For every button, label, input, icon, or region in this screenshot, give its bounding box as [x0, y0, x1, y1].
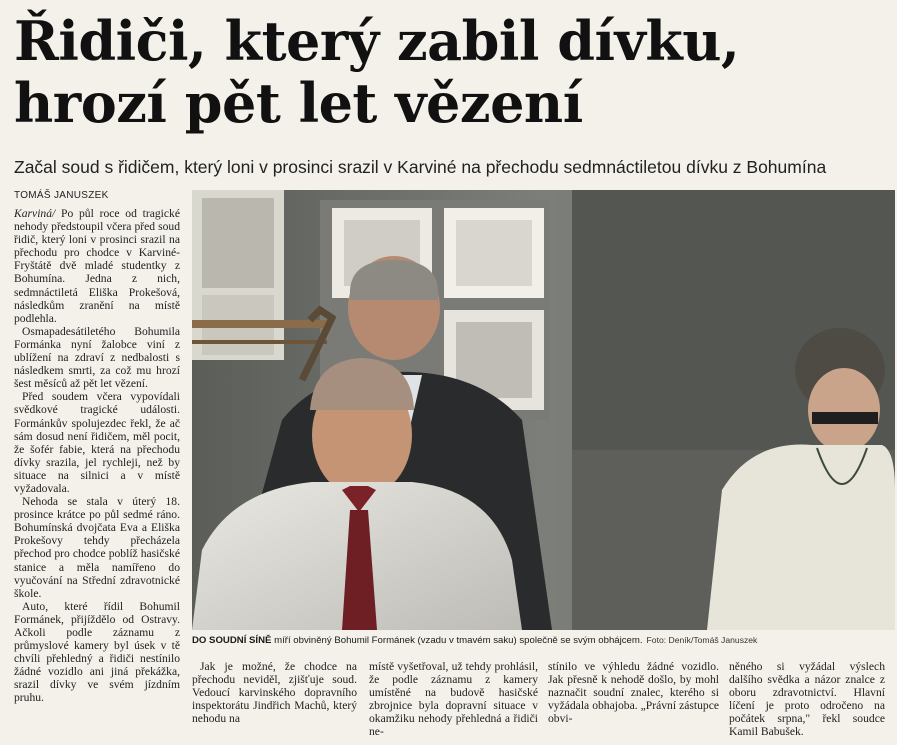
photo-caption	[192, 633, 895, 653]
headline	[14, 10, 884, 134]
subheadline: Začal soud s řidičem, který loni v prosinci srazil v Karviné na přechodu sedmnáctiletou dívku z Bohumína	[14, 157, 827, 177]
headline-line-2: hrozí pět let vězení	[14, 71, 583, 135]
court-photo-illustration	[192, 190, 895, 630]
paragraph: Nehoda se stala v úterý 18. prosince krátce po půl sedmé ráno. Bohumínská dvojčata Eva a Eliška Prokešovy tehdy přecházela přechod pro chodce poblíž hasičské stanice a měla namířeno do vyučování na Střední zdravotnické škole.	[14, 495, 180, 600]
paragraph: Jak je možné, že chodce na přechodu neviděl, zjišťuje soud. Vedoucí karvinského dopravního inspektorátu Jindřich Machů, který nehodu na	[192, 660, 357, 726]
paragraph: stínilo ve výhledu žádné vozidlo. Jak přesně k nehodě došlo, by mohl naznačit soudní znalec, kterého si vyžádala obhajoba. „Právní zástupce obvi-	[548, 660, 719, 726]
paragraph	[14, 207, 180, 325]
paragraph: místě vyšetřoval, už tehdy prohlásil, že podle záznamu z kamery umístěné na budově hasičské zbrojnice byla dopravní situace v okamžiku nehody přehledná a řidiči ne-	[369, 660, 538, 739]
paragraph: Auto, které řídil Bohumil Formánek, přijíždělo od Ostravy. Ačkoli podle záznamu z průmyslové kamery byl úsek v tě chvíli přehledný a řidiči nestínilo žádné vozidlo ani jiná překážka, srazil dívky ve svém jízdním pruhu.	[14, 599, 180, 705]
article-column-bottom-4	[729, 660, 885, 742]
photo-credit: Foto: Deník/Tomáš Januszek	[646, 635, 758, 645]
article-column-bottom-3	[548, 660, 719, 742]
paragraph-text: Po půl roce od tragické nehody předstoupil včera před soud řidič, který loni v prosinci srazil na přechodu pro chodce v Karviné-Fryštátě dvě mladé studentky z Bohumína. Jedna z nich, sedmnáctiletá Eliška Prokešová, následkům zranění na místě podlehla.	[14, 207, 180, 325]
article-column-bottom-2	[369, 660, 538, 742]
byline: TOMÁŠ JANUSZEK	[14, 190, 109, 201]
article-column-left	[14, 207, 180, 742]
caption-text: míří obviněný Bohumil Formánek (vzadu v tmavém saku) společně se svým obhájcem.	[271, 635, 643, 646]
article-column-bottom-1	[192, 660, 357, 742]
court-photo	[192, 190, 895, 630]
paragraph: Osmapadesátiletého Bohumila Formánka nyní žalobce viní z ublížení na zdraví z nedbalosti s následkem smrti, za což mu hrozí šest měsíců až pět let vězení.	[14, 324, 180, 391]
dateline: Karviná/	[14, 207, 56, 220]
headline-line-1: Řidiči, který zabil dívku,	[14, 9, 740, 73]
paragraph: něného si vyžádal výslech dalšího svědka a názor znalce z oboru zdravotnictví. Hlavní líčení je proto odročeno na počátek srpna," řekl soudce Kamil Babušek.	[729, 660, 885, 739]
caption-lead: DO SOUDNÍ SÍNĚ	[192, 635, 272, 646]
paragraph: Před soudem včera vypovídali svědkové tragické události. Formánkův spolujezdec řekl, že ač sám dosud není řidičem, měl pocit, že šofér fabie, která na přechodu dívky srazila, jel rychleji, než by situace na silnici a v místě vyžadovala.	[14, 390, 180, 495]
